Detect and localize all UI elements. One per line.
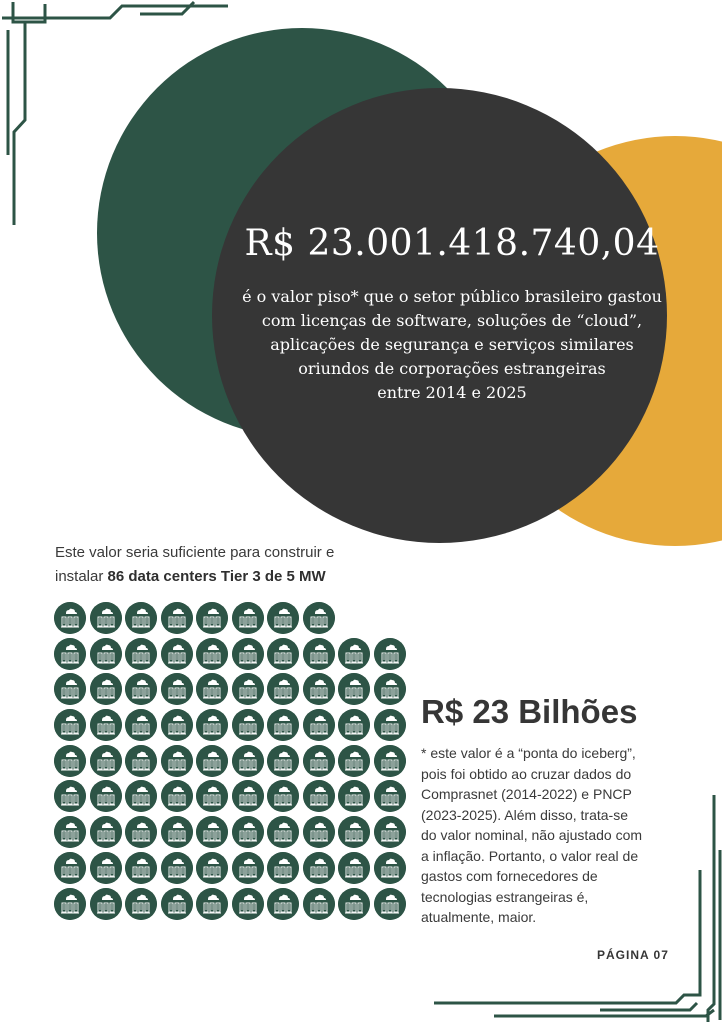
data-center-icon bbox=[90, 745, 122, 777]
data-center-icon bbox=[374, 673, 406, 705]
hero-line: oriundos de corporações estrangeiras bbox=[298, 359, 606, 378]
data-center-icon bbox=[232, 638, 264, 670]
data-center-icon bbox=[232, 780, 264, 812]
summary-title: R$ 23 Bilhões bbox=[421, 693, 638, 730]
data-center-icon bbox=[267, 638, 299, 670]
note-line: tecnologias estrangeiras é, bbox=[421, 888, 589, 905]
data-center-icon bbox=[161, 709, 193, 741]
data-center-icon bbox=[338, 816, 370, 848]
data-center-icon bbox=[90, 709, 122, 741]
intro-text bbox=[55, 541, 415, 589]
data-center-icon bbox=[267, 745, 299, 777]
data-center-icon bbox=[232, 816, 264, 848]
data-center-icon bbox=[232, 852, 264, 884]
data-center-icon bbox=[338, 709, 370, 741]
data-center-icon bbox=[232, 602, 264, 634]
data-center-icon bbox=[125, 709, 157, 741]
intro-line-2 bbox=[55, 565, 415, 589]
note-line: pois foi obtido ao cruzar dados do bbox=[421, 765, 632, 782]
data-center-icon bbox=[303, 852, 335, 884]
hero-line: com licenças de software, soluções de “cloud”, bbox=[261, 311, 643, 330]
data-center-icon bbox=[90, 888, 122, 920]
data-center-icon bbox=[90, 780, 122, 812]
data-center-icon bbox=[267, 852, 299, 884]
icon-row bbox=[54, 673, 414, 705]
page-number: PÁGINA 07 bbox=[597, 948, 669, 962]
data-center-icon bbox=[232, 673, 264, 705]
data-center-icon bbox=[54, 602, 86, 634]
data-center-icon-grid bbox=[54, 602, 414, 923]
data-center-icon bbox=[267, 888, 299, 920]
data-center-icon bbox=[161, 816, 193, 848]
data-center-icon bbox=[90, 638, 122, 670]
data-center-icon bbox=[303, 780, 335, 812]
data-center-icon bbox=[338, 888, 370, 920]
hero-line: aplicações de segurança e serviços similares bbox=[270, 335, 634, 354]
data-center-icon bbox=[374, 816, 406, 848]
data-center-icon bbox=[374, 780, 406, 812]
data-center-icon bbox=[90, 816, 122, 848]
data-center-icon bbox=[161, 638, 193, 670]
data-center-icon bbox=[125, 638, 157, 670]
data-center-icon bbox=[161, 602, 193, 634]
data-center-icon bbox=[196, 673, 228, 705]
data-center-icon bbox=[267, 673, 299, 705]
data-center-icon bbox=[54, 638, 86, 670]
data-center-icon bbox=[303, 745, 335, 777]
data-center-icon bbox=[374, 638, 406, 670]
data-center-icon bbox=[161, 745, 193, 777]
note-line: Comprasnet (2014-2022) e PNCP bbox=[421, 786, 632, 802]
note-line: atualmente, maior. bbox=[421, 909, 537, 925]
data-center-icon bbox=[338, 745, 370, 777]
icon-row bbox=[54, 745, 414, 777]
data-center-icon bbox=[125, 888, 157, 920]
data-center-icon bbox=[90, 673, 122, 705]
data-center-icon bbox=[232, 888, 264, 920]
note-line: gastos com fornecedores de bbox=[421, 868, 598, 884]
intro-prefix: instalar bbox=[55, 568, 108, 585]
hero-line: entre 2014 e 2025 bbox=[377, 383, 527, 402]
data-center-icon bbox=[161, 852, 193, 884]
data-center-icon bbox=[374, 709, 406, 741]
data-center-icon bbox=[54, 673, 86, 705]
data-center-icon bbox=[303, 673, 335, 705]
data-center-icon bbox=[54, 745, 86, 777]
data-center-icon bbox=[161, 888, 193, 920]
data-center-icon bbox=[196, 709, 228, 741]
data-center-icon bbox=[338, 638, 370, 670]
data-center-icon bbox=[196, 888, 228, 920]
data-center-icon bbox=[125, 780, 157, 812]
data-center-icon bbox=[232, 709, 264, 741]
data-center-icon bbox=[125, 816, 157, 848]
icon-row bbox=[54, 816, 414, 848]
intro-line-1: Este valor seria suficiente para construir e bbox=[55, 544, 335, 561]
data-center-icon bbox=[338, 780, 370, 812]
data-center-icon bbox=[196, 745, 228, 777]
data-center-icon bbox=[303, 638, 335, 670]
data-center-icon bbox=[161, 780, 193, 812]
icon-row bbox=[54, 602, 414, 634]
data-center-icon bbox=[54, 709, 86, 741]
data-center-icon bbox=[54, 816, 86, 848]
data-center-icon bbox=[54, 852, 86, 884]
data-center-icon bbox=[54, 780, 86, 812]
data-center-icon bbox=[374, 852, 406, 884]
data-center-icon bbox=[196, 780, 228, 812]
note-line: * este valor é a “ponta do iceberg”, bbox=[421, 745, 636, 761]
data-center-icon bbox=[232, 745, 264, 777]
icon-row bbox=[54, 780, 414, 812]
data-center-icon bbox=[196, 638, 228, 670]
icon-row bbox=[54, 888, 414, 920]
note-line: (2023-2025). Além disso, trata-se bbox=[421, 806, 628, 823]
data-center-icon bbox=[125, 602, 157, 634]
data-center-icon bbox=[90, 852, 122, 884]
data-center-icon bbox=[338, 673, 370, 705]
data-center-icon bbox=[196, 602, 228, 634]
data-center-icon bbox=[374, 745, 406, 777]
intro-highlight: 86 data centers Tier 3 de 5 MW bbox=[107, 568, 326, 585]
data-center-icon bbox=[267, 780, 299, 812]
data-center-icon bbox=[196, 816, 228, 848]
data-center-icon bbox=[54, 888, 86, 920]
data-center-icon bbox=[267, 602, 299, 634]
icon-row bbox=[54, 638, 414, 670]
data-center-icon bbox=[374, 888, 406, 920]
data-center-icon bbox=[267, 709, 299, 741]
data-center-icon bbox=[267, 816, 299, 848]
summary-note bbox=[421, 743, 681, 928]
hero-amount: R$ 23.001.418.740,04 bbox=[244, 223, 660, 264]
note-line: do valor nominal, não ajustado com bbox=[421, 827, 643, 843]
data-center-icon bbox=[90, 602, 122, 634]
data-center-icon bbox=[303, 709, 335, 741]
data-center-icon bbox=[303, 816, 335, 848]
icon-row bbox=[54, 852, 414, 884]
data-center-icon bbox=[125, 852, 157, 884]
data-center-icon bbox=[303, 602, 335, 634]
data-center-icon bbox=[125, 745, 157, 777]
hero-line: é o valor piso* que o setor público brasileiro gastou bbox=[242, 287, 662, 306]
data-center-icon bbox=[196, 852, 228, 884]
data-center-icon bbox=[338, 852, 370, 884]
data-center-icon bbox=[303, 888, 335, 920]
data-center-icon bbox=[161, 673, 193, 705]
icon-row bbox=[54, 709, 414, 741]
data-center-icon bbox=[125, 673, 157, 705]
hero-description bbox=[222, 285, 682, 405]
note-line: a inflação. Portanto, o valor real de bbox=[421, 847, 639, 864]
